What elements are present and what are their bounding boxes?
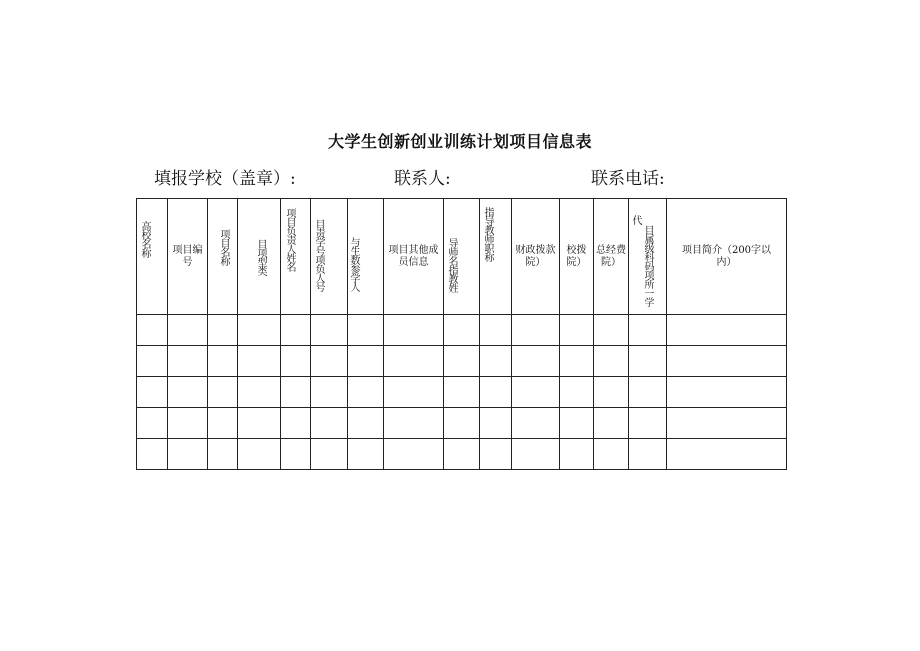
table-cell[interactable]: [168, 408, 208, 439]
table-cell[interactable]: [667, 439, 787, 470]
table-row: [137, 408, 787, 439]
table-cell[interactable]: [281, 408, 311, 439]
header-project-number: 项目编号: [168, 199, 208, 315]
header-school-funding: 校拨院）: [560, 199, 594, 315]
phone-field-label: 联系电话:: [591, 169, 665, 189]
header-project-summary: 项目简介（200字以内）: [667, 199, 787, 315]
table-cell[interactable]: [281, 377, 311, 408]
table-cell[interactable]: [168, 439, 208, 470]
table-cell[interactable]: [444, 346, 480, 377]
header-project-type: 目项型类: [238, 199, 281, 315]
header-fiscal-funding: 财政拨款院）: [512, 199, 560, 315]
header-leader-name: 项目负责人姓名: [281, 199, 311, 315]
table-cell[interactable]: [384, 346, 444, 377]
table-cell[interactable]: [281, 439, 311, 470]
table-row: [137, 315, 787, 346]
table-cell[interactable]: [512, 377, 560, 408]
table-cell[interactable]: [238, 377, 281, 408]
table-cell[interactable]: [560, 377, 594, 408]
table-cell[interactable]: [480, 346, 512, 377]
table-cell[interactable]: [348, 346, 384, 377]
table-cell[interactable]: [238, 346, 281, 377]
table-cell[interactable]: [384, 377, 444, 408]
table-cell[interactable]: [311, 377, 348, 408]
table-cell[interactable]: [208, 346, 238, 377]
table-cell[interactable]: [594, 377, 629, 408]
table-cell[interactable]: [444, 408, 480, 439]
table-row: [137, 346, 787, 377]
table-cell[interactable]: [560, 439, 594, 470]
table-row: [137, 439, 787, 470]
table-row: [137, 377, 787, 408]
table-cell[interactable]: [667, 408, 787, 439]
table-cell[interactable]: [629, 377, 667, 408]
table-cell[interactable]: [168, 346, 208, 377]
table-header-row: [137, 199, 787, 315]
table-cell[interactable]: [137, 377, 168, 408]
table-cell[interactable]: [512, 346, 560, 377]
table-cell[interactable]: [208, 315, 238, 346]
table-cell[interactable]: [311, 439, 348, 470]
header-other-members: 项目其他成员信息: [384, 199, 444, 315]
table-cell[interactable]: [667, 346, 787, 377]
table-cell[interactable]: [208, 377, 238, 408]
table-cell[interactable]: [238, 408, 281, 439]
table-cell[interactable]: [348, 377, 384, 408]
table-cell[interactable]: [512, 408, 560, 439]
table-cell[interactable]: [348, 408, 384, 439]
table-cell[interactable]: [281, 315, 311, 346]
table-cell[interactable]: [512, 439, 560, 470]
table-cell[interactable]: [137, 439, 168, 470]
table-cell[interactable]: [594, 408, 629, 439]
header-advisor-name: 导师名指教姓: [444, 199, 480, 315]
table-cell[interactable]: [137, 346, 168, 377]
table-cell[interactable]: [667, 315, 787, 346]
table-cell[interactable]: [281, 346, 311, 377]
table-cell[interactable]: [594, 439, 629, 470]
table-cell[interactable]: [480, 315, 512, 346]
table-cell[interactable]: [384, 439, 444, 470]
table-cell[interactable]: [480, 408, 512, 439]
table-cell[interactable]: [137, 315, 168, 346]
table-cell[interactable]: [512, 315, 560, 346]
table-cell[interactable]: [444, 439, 480, 470]
table-cell[interactable]: [629, 408, 667, 439]
table-cell[interactable]: [384, 408, 444, 439]
table-cell[interactable]: [311, 408, 348, 439]
table-cell[interactable]: [384, 315, 444, 346]
school-field-label: 填报学校（盖章）:: [154, 169, 296, 189]
table-cell[interactable]: [594, 315, 629, 346]
table-cell[interactable]: [238, 439, 281, 470]
table-cell[interactable]: [594, 346, 629, 377]
table-cell[interactable]: [168, 315, 208, 346]
table-cell[interactable]: [560, 346, 594, 377]
header-discipline-code: 代 目属级科码项所一学: [629, 199, 667, 315]
table-cell[interactable]: [348, 315, 384, 346]
table-cell[interactable]: [208, 439, 238, 470]
table-cell[interactable]: [667, 377, 787, 408]
header-project-name: 项目名称: [208, 199, 238, 315]
table-cell[interactable]: [348, 439, 384, 470]
header-advisor-title: 指导教师职称: [480, 199, 512, 315]
table-cell[interactable]: [560, 408, 594, 439]
table-cell[interactable]: [629, 439, 667, 470]
header-participant-count: 与生数参学人: [348, 199, 384, 315]
table-cell[interactable]: [629, 346, 667, 377]
table-cell[interactable]: [480, 439, 512, 470]
table-cell[interactable]: [137, 408, 168, 439]
table-cell[interactable]: [311, 346, 348, 377]
table-cell[interactable]: [238, 315, 281, 346]
page-title: 大学生创新创业训练计划项目信息表: [327, 132, 592, 151]
contact-field-label: 联系人:: [394, 169, 451, 189]
table-cell[interactable]: [444, 315, 480, 346]
table-cell[interactable]: [311, 315, 348, 346]
project-info-table: [136, 198, 787, 470]
header-leader-student-id: 目责学号项负人号: [311, 199, 348, 315]
table-cell[interactable]: [560, 315, 594, 346]
header-school-name: 高校名称: [137, 199, 168, 315]
header-total-funding: 总经费院）: [594, 199, 629, 315]
table-cell[interactable]: [629, 315, 667, 346]
table-cell[interactable]: [480, 377, 512, 408]
table-cell[interactable]: [208, 408, 238, 439]
table-cell[interactable]: [168, 377, 208, 408]
table-cell[interactable]: [444, 377, 480, 408]
